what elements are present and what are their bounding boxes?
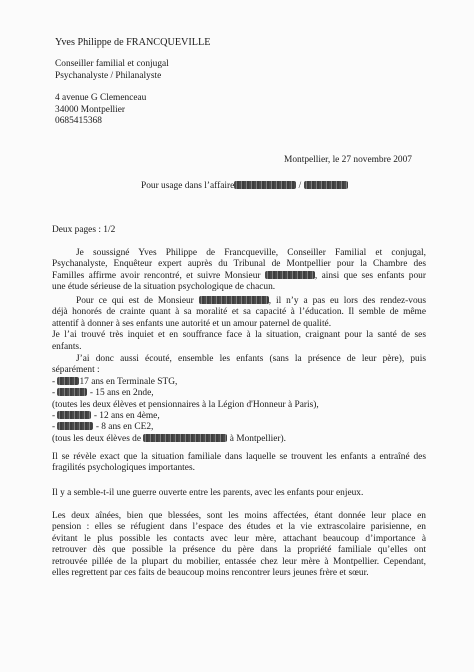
sender-title-2: Psychanalyste / Philanalyste xyxy=(55,70,162,81)
text-line: déjà honorés de crainte quant à sa moralité et sa capacité à l’éducation. Il semble de même xyxy=(52,307,426,318)
paragraph-father xyxy=(52,296,426,353)
paragraph-children xyxy=(52,354,426,445)
text-line: retrouvée pillée de la plupart du mobilier, entassée chez leur mère à Montpellier. Cependant, xyxy=(52,556,426,567)
text-line: une étude sérieuse de la situation psychologique de chacun. xyxy=(52,282,276,293)
page-count: Deux pages : 1/2 xyxy=(52,225,116,235)
paragraph-elder-daughters xyxy=(52,511,426,579)
redacted-name xyxy=(57,388,87,396)
text-line: fragilités psychologiques importantes. xyxy=(52,463,195,474)
paragraph-fragility xyxy=(52,452,426,475)
child-line: - - 15 ans en 2nde, xyxy=(52,388,154,399)
text-line: (tous les deux élèves de à Montpellier). xyxy=(52,433,286,444)
child-line: - 17 ans en Terminale STG, xyxy=(52,376,178,387)
text-line: pension : elles se réfugient dans l’espace des études et la vie extrascolaire parisienne, en xyxy=(52,522,426,533)
redacted-name xyxy=(57,377,79,385)
subject-line xyxy=(141,181,348,192)
text-line: (toutes les deux élèves et pensionnaires à la Légion d'Honneur à Paris), xyxy=(52,399,319,410)
redacted-name xyxy=(265,271,315,279)
sender-title-1: Conseiller familial et conjugal xyxy=(55,59,169,70)
text-line: Je soussigné Yves Philippe de Francqueville, Conseiller Familial et conjugal, xyxy=(76,248,426,258)
paragraph-conflict: Il y a semble-t-il une guerre ouverte entre les parents, avec les enfants pour enjeux. xyxy=(52,488,364,498)
redacted-name xyxy=(57,422,93,430)
subject-prefix: Pour usage dans l’affaire xyxy=(141,181,235,191)
text-line: Je l’ai trouvé très inquiet et en souffrance face à la situation, craignant pour la santé de ses xyxy=(52,330,426,341)
text-line: retrouver dès que possible la présence du père dans la propriété familiale qu’elles ont xyxy=(52,545,426,556)
date-line: Montpellier, le 27 novembre 2007 xyxy=(284,155,412,165)
redacted-name xyxy=(234,181,296,189)
redacted-name xyxy=(199,296,269,304)
text-line: Il se révèle exact que la situation familiale dans laquelle se trouvent les enfants a entraîné des xyxy=(52,452,426,462)
text-line: Psychanalyste, Enquêteur expert auprès du Tribunal de Montpellier pour la Chambre des xyxy=(52,259,426,270)
child-line: - - 12 ans en 4ème, xyxy=(52,411,160,422)
text-line: Pour ce qui est de Monsieur , il n’y a pas eu lors des rendez-vous xyxy=(76,296,426,306)
child-line: - - 8 ans en CE2, xyxy=(52,422,154,433)
text-line: séparément : xyxy=(52,365,100,376)
redacted-name xyxy=(304,181,348,189)
sender-phone: 0685415368 xyxy=(55,116,102,127)
text-line: évitant le plus possible les contacts avec leur mère, attachant beaucoup d’importance à xyxy=(52,533,426,544)
sender-address-1: 4 avenue G Clemenceau xyxy=(55,93,147,104)
text-line: elles regrettent par ces faits de beaucoup moins rencontrer leurs jeunes frère et sœur. xyxy=(52,568,369,579)
text-line: Les deux aînées, bien que blessées, sont les moins affectées, étant donnée leur place en xyxy=(52,511,426,521)
text-line: J’ai donc aussi écouté, ensemble les enfants (sans la présence de leur père), puis xyxy=(76,354,426,364)
paragraph-intro xyxy=(52,248,426,294)
text-line: Familles affirme avoir rencontré, et suivre Monsieur , ainsi que ses enfants pour xyxy=(52,270,426,281)
redacted-name xyxy=(57,411,91,419)
subject-separator: / xyxy=(298,181,302,191)
text-line: enfants. xyxy=(52,341,82,352)
redacted-name xyxy=(143,434,227,442)
sender-address-2: 34000 Montpellier xyxy=(55,104,126,115)
sender-block xyxy=(55,37,210,127)
sender-name: Yves Philippe de FRANCQUEVILLE xyxy=(55,37,211,48)
text-line: attentif à donner à ses enfants une autorité et un amour paternel de qualité. xyxy=(52,318,332,329)
